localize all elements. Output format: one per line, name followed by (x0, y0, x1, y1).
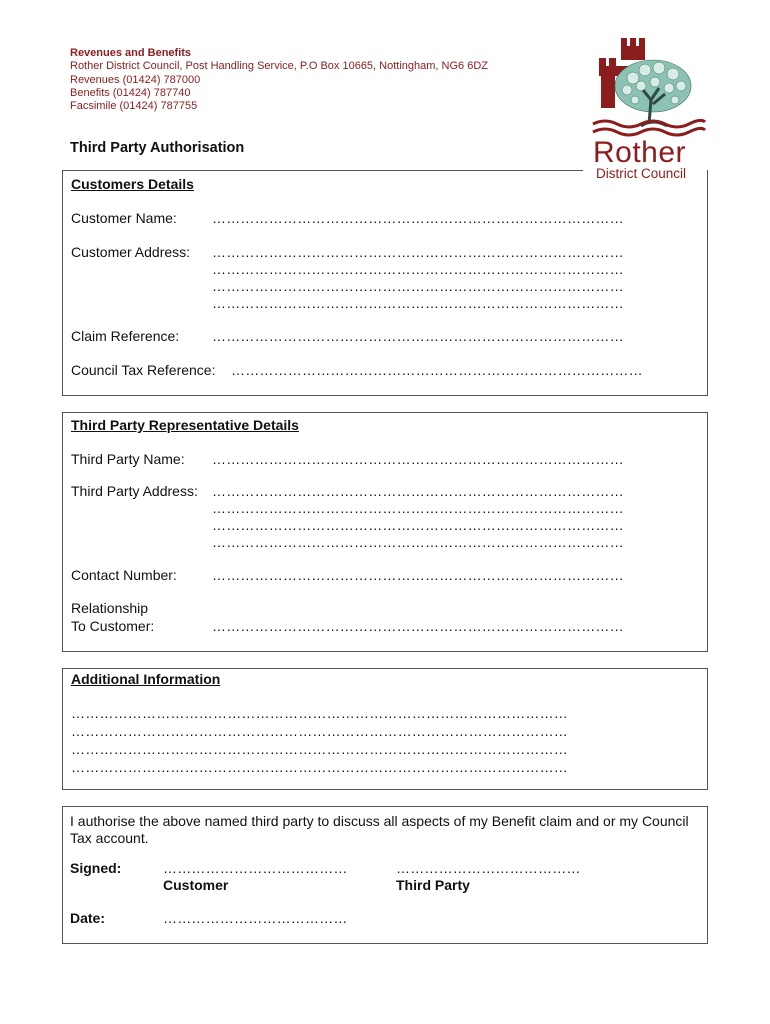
benefits-phone: Benefits (01424) 787740 (70, 86, 191, 99)
claim-reference-label: Claim Reference: (71, 328, 180, 344)
third-party-address-field-4[interactable]: …………………………………………………………………………… (212, 534, 624, 550)
third-party-signature-field[interactable]: ………………………………… (396, 860, 581, 876)
contact-number-label: Contact Number: (71, 567, 177, 583)
third-party-address-label: Third Party Address: (71, 483, 198, 499)
additional-info-line-4[interactable]: …………………………………………………………………………………………… (71, 759, 568, 775)
authorisation-section (62, 806, 708, 944)
customer-address-label: Customer Address: (71, 244, 191, 260)
relationship-field[interactable]: …………………………………………………………………………… (212, 618, 624, 634)
additional-info-title: Additional Information (71, 671, 221, 687)
third-party-section-title: Third Party Representative Details (71, 417, 299, 433)
council-tax-reference-label: Council Tax Reference: (71, 362, 216, 378)
customer-address-field-3[interactable]: …………………………………………………………………………… (212, 278, 624, 294)
additional-info-line-2[interactable]: …………………………………………………………………………………………… (71, 723, 568, 739)
facsimile-number: Facsimile (01424) 787755 (70, 100, 198, 113)
customer-address-field-2[interactable]: …………………………………………………………………………… (212, 261, 624, 277)
additional-info-line-1[interactable]: …………………………………………………………………………………………… (71, 705, 568, 721)
third-party-name-label: Third Party Name: (71, 451, 185, 467)
council-tax-reference-field[interactable]: …………………………………………………………………………… (231, 362, 643, 378)
department-name: Revenues and Benefits (70, 47, 192, 59)
additional-info-line-3[interactable]: …………………………………………………………………………………………… (71, 741, 568, 757)
additional-info-section (62, 668, 708, 790)
customer-details-section (62, 170, 708, 396)
relationship-label-line-2: To Customer: (71, 618, 155, 634)
header-block (70, 47, 488, 113)
customer-caption: Customer (163, 877, 229, 893)
contact-number-field[interactable]: …………………………………………………………………………… (212, 567, 624, 583)
customer-address-field-4[interactable]: …………………………………………………………………………… (212, 295, 624, 311)
authorisation-statement: I authorise the above named third party to discuss all aspects of my Benefit claim and or my Council Tax account. (70, 813, 689, 846)
third-party-section (62, 412, 708, 652)
claim-reference-field[interactable]: …………………………………………………………………………… (212, 328, 624, 344)
customer-section-title: Customers Details (71, 176, 194, 192)
relationship-label-line-1: Relationship (71, 600, 149, 616)
signed-label: Signed: (70, 860, 122, 876)
logo-wordmark: Rother (593, 136, 687, 169)
logo-subtitle: District Council (596, 166, 687, 181)
customer-address-field-1[interactable]: …………………………………………………………………………… (212, 244, 624, 260)
council-address: Rother District Council, Post Handling Service, P.O Box 10665, Nottingham, NG6 6DZ (70, 60, 488, 73)
customer-name-field[interactable]: …………………………………………………………………………… (212, 210, 624, 226)
third-party-address-field-2[interactable]: …………………………………………………………………………… (212, 500, 624, 516)
customer-name-label: Customer Name: (71, 210, 177, 226)
form-title: Third Party Authorisation (70, 140, 245, 156)
customer-signature-field[interactable]: ………………………………… (163, 860, 348, 876)
third-party-address-field-3[interactable]: …………………………………………………………………………… (212, 517, 624, 533)
third-party-address-field-1[interactable]: …………………………………………………………………………… (212, 483, 624, 499)
date-label: Date: (70, 910, 106, 926)
third-party-caption: Third Party (396, 877, 470, 893)
date-field[interactable]: ………………………………… (163, 910, 348, 926)
revenues-phone: Revenues (01424) 787000 (70, 73, 201, 86)
third-party-name-field[interactable]: …………………………………………………………………………… (212, 451, 624, 467)
